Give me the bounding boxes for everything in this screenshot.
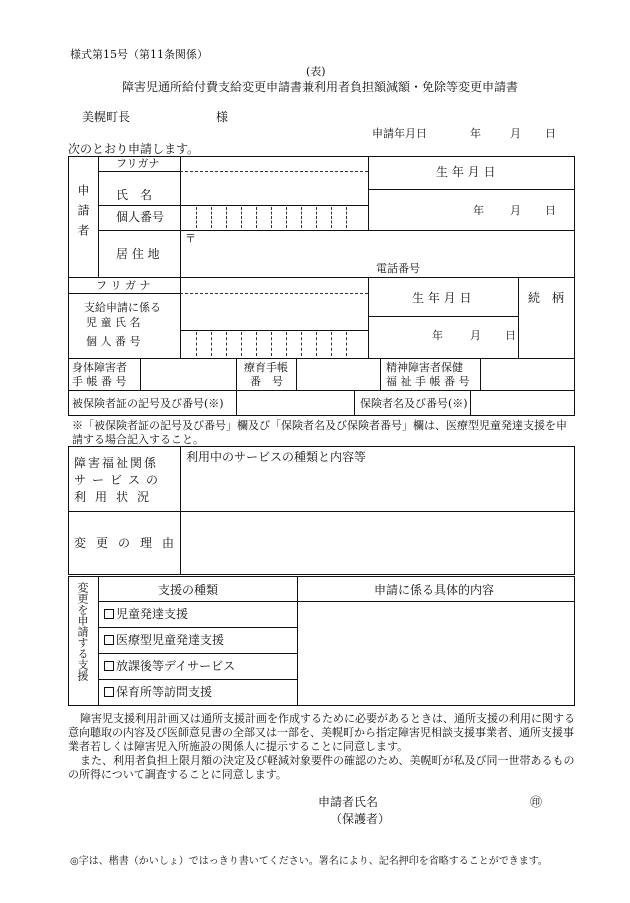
checkbox-icon	[104, 635, 114, 645]
services-label-line1: 障害福祉関係	[74, 456, 159, 470]
services-content-header: 利用中のサービスの種類と内容等	[186, 450, 367, 464]
child-birth-month: 月	[470, 329, 481, 342]
child-name-label-line2: 児 童 氏 名	[86, 316, 141, 329]
support-option-after-school-day-service[interactable]: 放課後等デイサービス	[104, 660, 235, 672]
seal-icon: ㊞	[530, 795, 543, 809]
application-date-label: 申請年月日	[372, 127, 427, 140]
applicant-birth-date-label: 生 年 月 日	[436, 165, 496, 179]
change-reason-label: 変更の理由	[74, 536, 185, 550]
child-birth-date-label: 生 年 月 日	[412, 291, 472, 305]
footer-note: ◎字は、楷書（かいしょ）ではっきり書いてください。署名により、記名押印を省略することができます。	[70, 856, 548, 867]
consent-paragraph-1: 障害児支援利用計画又は通所支援計画を作成するために必要があるときは、通所支援の利用に関する意向聴取の内容及び医師意見書の全部又は一部を、美幌町から指定障害児相談支援事業者、通所支援事業者若しくは障害児入所施設の関係人に提示することに同意します。	[68, 712, 575, 753]
mental-handbook-label-line1: 精神障害者保健	[386, 361, 463, 374]
addressee: 美幌町長	[82, 110, 131, 124]
child-personal-number-label: 個 人 番 号	[86, 335, 141, 348]
applicant-birth-month: 月	[510, 204, 521, 217]
ryoiku-handbook-label-line1: 療育手帳	[244, 361, 288, 374]
physical-handbook-label-line2: 手 帳 番 号	[72, 375, 127, 388]
change-support-side-label: 変更を申請する支援	[76, 582, 89, 681]
consent-paragraph-2: また、利用者負担上限月額の決定及び軽減対象要件の確認のため、美幌町が私及び同一世帯あるものの所得について調査することに同意します。	[68, 754, 575, 781]
checkbox-icon	[104, 661, 114, 671]
checkbox-icon	[104, 609, 114, 619]
support-detail-header: 申請に係る具体的内容	[374, 583, 495, 597]
services-label-line2: サービスの	[74, 473, 165, 487]
child-furigana-label: フ リ ガ ナ	[96, 279, 151, 292]
insurance-card-label: 被保険者証の記号及び番号(※)	[72, 397, 224, 410]
applicant-address-label: 居 住 地	[116, 247, 160, 261]
applicant-furigana-label: フリガナ	[116, 157, 160, 170]
guardian-label: （保護者）	[330, 812, 391, 826]
support-option-nursery-visit-support[interactable]: 保育所等訪問支援	[104, 686, 212, 698]
applicant-name-label: 氏 名	[116, 188, 153, 202]
insurance-note: ※「被保険者証の記号及び番号」欄及び「保険者名及び保険者番号」欄は、医療型児童発達支援を申請する場合記入すること。	[72, 419, 567, 446]
application-date-day: 日	[545, 127, 556, 140]
support-option-child-development[interactable]: 児童発達支援	[104, 608, 188, 620]
checkbox-icon	[104, 687, 114, 697]
phone-label: 電話番号	[376, 262, 420, 275]
side-label: (表)	[306, 65, 326, 78]
application-date-month: 月	[510, 127, 521, 140]
child-name-label-line1: 支給申請に係る	[84, 301, 161, 314]
child-birth-day: 日	[505, 329, 516, 342]
applicant-personal-number-label: 個人番号	[116, 210, 165, 224]
child-relationship-label: 続 柄	[528, 291, 565, 305]
honorific: 様	[216, 110, 229, 124]
mental-handbook-label-line2: 福 祉 手 帳 番 号	[386, 375, 470, 388]
intro-text: 次のとおり申請します。	[68, 142, 200, 156]
ryoiku-handbook-label-line2: 番 号	[250, 375, 283, 388]
postal-mark: 〒	[185, 232, 196, 245]
application-date-year: 年	[470, 127, 481, 140]
applicant-section-label: 申請者	[76, 184, 90, 244]
applicant-birth-year: 年	[473, 204, 484, 217]
applicant-birth-day: 日	[545, 204, 556, 217]
child-birth-year: 年	[432, 329, 443, 342]
insurer-label: 保険者名及び番号(※)	[360, 397, 468, 410]
page-title: 障害児通所給付費支給変更申請書兼利用者負担額減額・免除等変更申請書	[122, 80, 519, 94]
signature-label: 申請者氏名	[318, 795, 379, 809]
form-number: 様式第15号（第11条関係）	[70, 48, 208, 61]
support-type-header: 支援の種類	[158, 583, 219, 597]
support-option-medical-child-development[interactable]: 医療型児童発達支援	[104, 634, 224, 646]
physical-handbook-label-line1: 身体障害者	[72, 361, 127, 374]
services-label-line3: 利用状況	[74, 490, 159, 504]
